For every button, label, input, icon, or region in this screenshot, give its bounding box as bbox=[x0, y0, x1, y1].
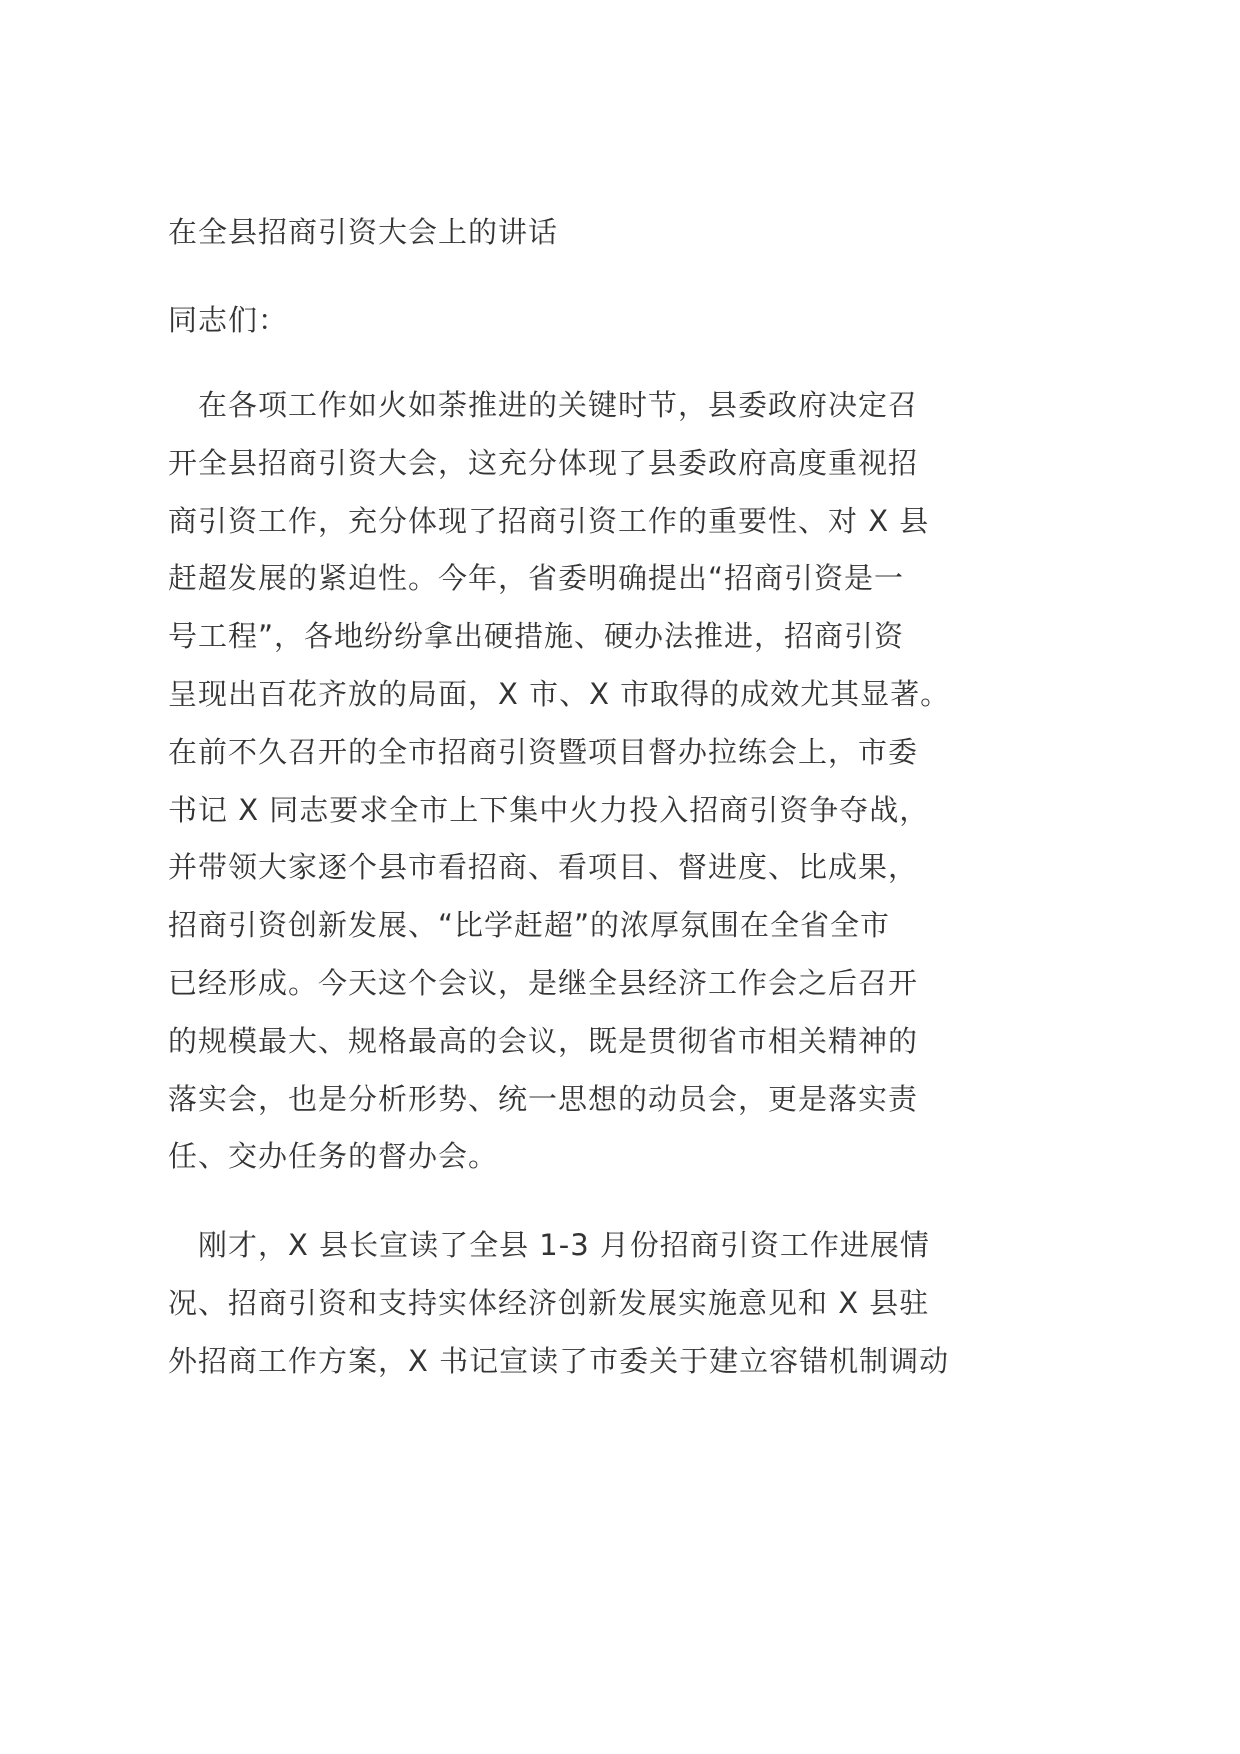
text-line: 在各项工作如火如荼推进的关键时节，县委政府决定召 bbox=[168, 388, 919, 422]
salutation: 同志们： bbox=[168, 303, 289, 337]
text-line: 外招商工作方案，X 书记宣读了市委关于建立容错机制调动 bbox=[168, 1343, 950, 1378]
text-line: 并带领大家逐个县市看招商、看项目、督进度、比成果， bbox=[168, 850, 919, 885]
text-line: 已经形成。今天这个会议，是继全县经济工作会之后召开 bbox=[168, 966, 919, 1000]
text-line: 况、招商引资和支持实体经济创新发展实施意见和 X 县驻 bbox=[168, 1285, 930, 1320]
text-line: 号工程”，各地纷纷拿出硬措施、硬办法推进，招商引资 bbox=[168, 619, 905, 654]
text-line: 呈现出百花齐放的局面，X 市、X 市取得的成效尤其显著。 bbox=[168, 677, 951, 711]
text-line: 商引资工作，充分体现了招商引资工作的重要性、对 X 县 bbox=[168, 503, 930, 538]
text-line: 在前不久召开的全市招商引资暨项目督办拉练会上，市委 bbox=[168, 734, 919, 769]
text-line: 招商引资创新发展、“比学赶超”的浓厚氛围在全省全市 bbox=[168, 908, 891, 943]
text-line: 的规模最大、规格最高的会议，既是贯彻省市相关精神的 bbox=[168, 1023, 919, 1058]
text-line: 赶超发展的紧迫性。今年，省委明确提出“招商引资是一 bbox=[168, 561, 905, 596]
text-line: 落实会，也是分析形势、统一思想的动员会，更是落实责 bbox=[168, 1081, 919, 1116]
document-title: 在全县招商引资大会上的讲话 bbox=[168, 215, 559, 249]
text-line: 开全县招商引资大会，这充分体现了县委政府高度重视招 bbox=[168, 445, 919, 480]
text-line: 刚才，X 县长宣读了全县 1-3 月份招商引资工作进展情 bbox=[168, 1228, 930, 1262]
text-line: 书记 X 同志要求全市上下集中火力投入招商引资争夺战， bbox=[168, 792, 930, 827]
text-line: 任、交办任务的督办会。 bbox=[168, 1139, 499, 1174]
